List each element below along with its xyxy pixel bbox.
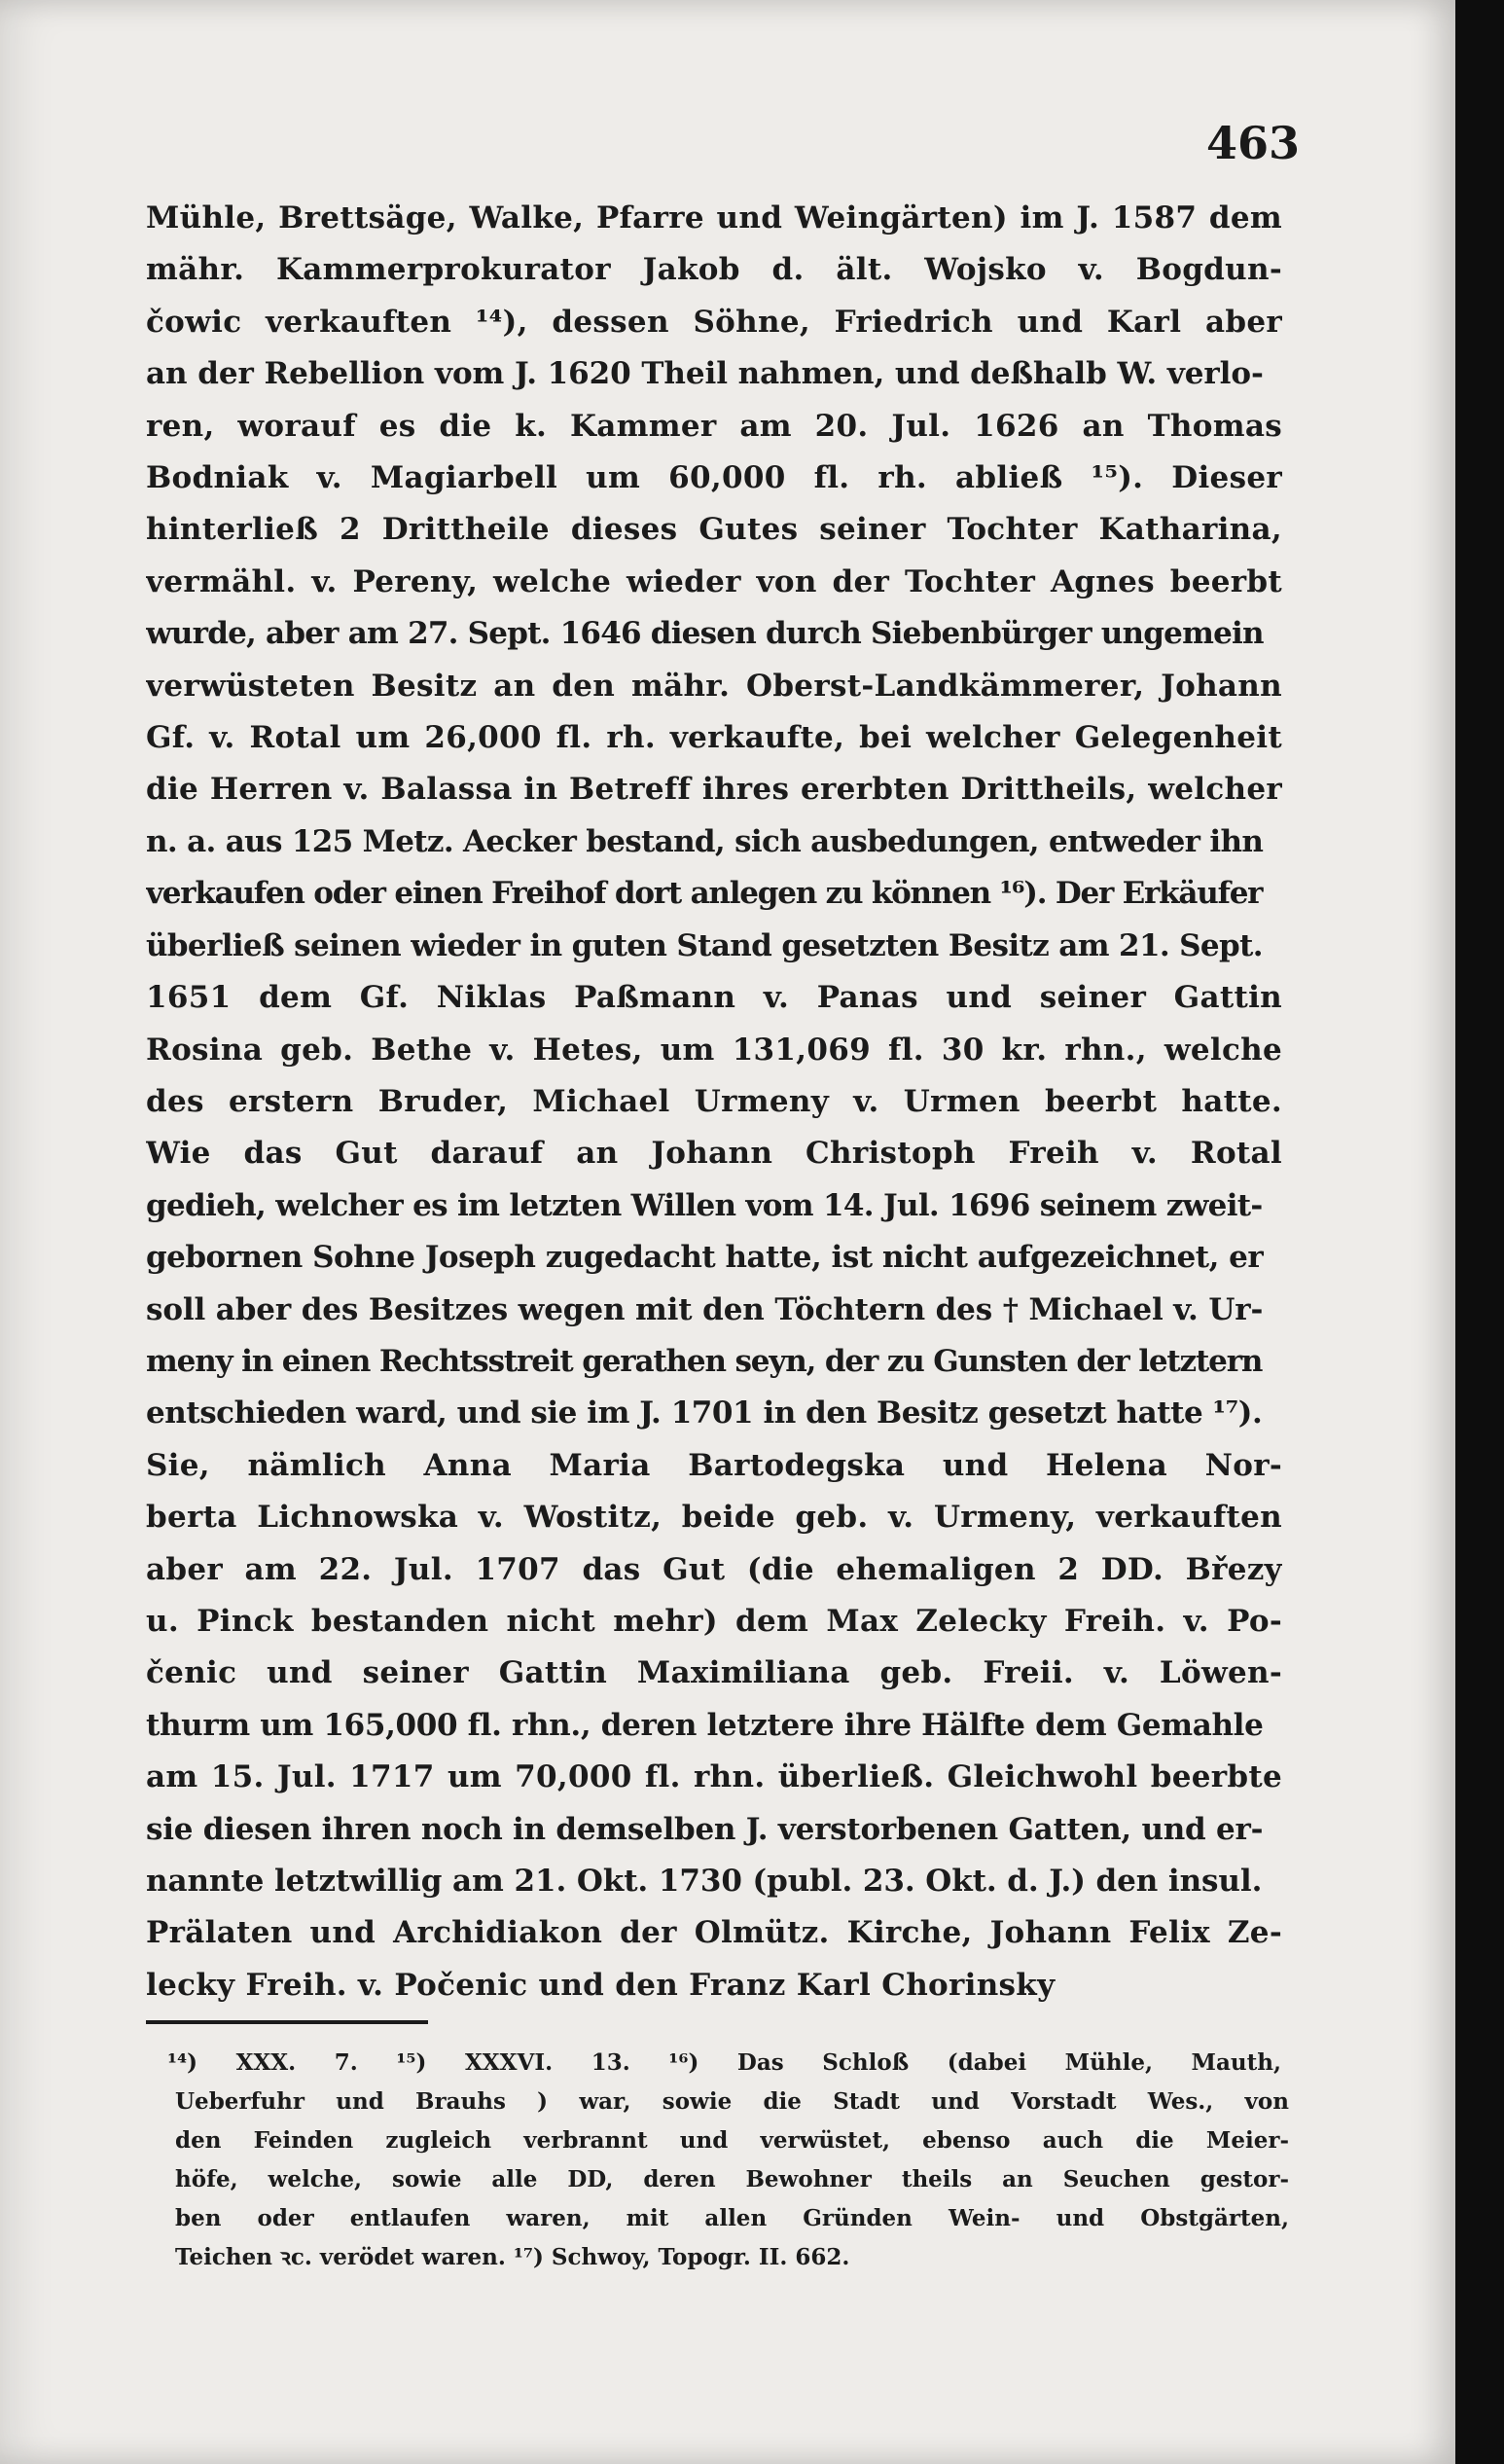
body-line: soll aber des Besitzes wegen mit den Töchtern des † Michael v. Ur- bbox=[146, 1291, 1264, 1327]
body-line: čenic und seiner Gattin Maximiliana geb. Freii. v. Löwen- bbox=[146, 1655, 1282, 1691]
page-number: 463 bbox=[1206, 117, 1301, 169]
body-line: verwüsteten Besitz an den mähr. Oberst-Landkämmerer, Johann bbox=[146, 668, 1282, 704]
scan-edge bbox=[1455, 0, 1504, 2464]
body-line: Sie, nämlich Anna Maria Bartodegska und Helena Nor- bbox=[146, 1447, 1282, 1483]
body-line: berta Lichnowska v. Wostitz, beide geb. v. Urmeny, verkauften bbox=[146, 1500, 1282, 1536]
body-line: Rosina geb. Bethe v. Hetes, um 131,069 fl. 30 kr. rhn., welche bbox=[146, 1032, 1282, 1068]
footnote-line: ben oder entlaufen waren, mit allen Gründen Wein- und Obstgärten, bbox=[175, 2205, 1289, 2231]
body-line: wurde, aber am 27. Sept. 1646 diesen durch Siebenbürger ungemein bbox=[146, 616, 1264, 652]
footnote-rule bbox=[146, 2020, 428, 2024]
body-line: sie diesen ihren noch in demselben J. verstorbenen Gatten, und er- bbox=[146, 1811, 1264, 1847]
body-line: nannte letztwillig am 21. Okt. 1730 (publ. 23. Okt. d. J.) den insul. bbox=[146, 1864, 1263, 1899]
body-line: gebornen Sohne Joseph zugedacht hatte, ist nicht aufgezeichnet, er bbox=[146, 1240, 1264, 1276]
body-line: aber am 22. Jul. 1707 das Gut (die ehemaligen 2 DD. Březy bbox=[146, 1551, 1282, 1587]
body-line: u. Pinck bestanden nicht mehr) dem Max Zelecky Freih. v. Po- bbox=[146, 1603, 1282, 1639]
body-line: die Herren v. Balassa in Betreff ihres ererbten Drittheils, welcher bbox=[146, 772, 1282, 808]
body-line: ren, worauf es die k. Kammer am 20. Jul. 1626 an Thomas bbox=[146, 408, 1282, 444]
body-line: Bodniak v. Magiarbell um 60,000 fl. rh. abließ ¹⁵). Dieser bbox=[146, 460, 1282, 496]
body-line: lecky Freih. v. Počenic und den Franz Karl Chorinsky bbox=[146, 1967, 1056, 2003]
body-line: n. a. aus 125 Metz. Aecker bestand, sich ausbedungen, entweder ihn bbox=[146, 823, 1264, 859]
footnotes bbox=[167, 2044, 1289, 2277]
body-line: thurm um 165,000 fl. rhn., deren letztere ihre Hälfte dem Gemahle bbox=[146, 1707, 1264, 1743]
body-line: čowic verkauften ¹⁴), dessen Söhne, Friedrich und Karl aber bbox=[146, 304, 1282, 340]
body-line: Gf. v. Rotal um 26,000 fl. rh. verkaufte, bei welcher Gelegenheit bbox=[146, 720, 1282, 756]
footnote-line: Teichen ꝛc. verödet waren. ¹⁷) Schwoy, Topogr. II. 662. bbox=[175, 2244, 850, 2270]
body-line: 1651 dem Gf. Niklas Paßmann v. Panas und seiner Gattin bbox=[146, 980, 1282, 1016]
body-line: entschieden ward, und sie im J. 1701 in den Besitz gesetzt hatte ¹⁷). bbox=[146, 1395, 1263, 1431]
body-line: Prälaten und Archidiakon der Olmütz. Kirche, Johann Felix Ze- bbox=[146, 1915, 1282, 1951]
body-line: mähr. Kammerprokurator Jakob d. ält. Wojsko v. Bogdun- bbox=[146, 252, 1282, 288]
body-line: Wie das Gut darauf an Johann Christoph Freih v. Rotal bbox=[146, 1136, 1282, 1172]
footnote-line: höfe, welche, sowie alle DD, deren Bewohner theils an Seuchen gestor- bbox=[175, 2166, 1289, 2192]
body-text bbox=[146, 193, 1282, 2011]
body-line: vermähl. v. Pereny, welche wieder von der Tochter Agnes beerbt bbox=[146, 563, 1282, 599]
footnote-line: Ueberfuhr und Brauhs ) war, sowie die Stadt und Vorstadt Wes., von bbox=[175, 2088, 1289, 2115]
footnote-line: ¹⁴) XXX. 7. ¹⁵) XXXVI. 13. ¹⁶) Das Schloß (dabei Mühle, Mauth, bbox=[167, 2049, 1281, 2076]
footnote-line: den Feinden zugleich verbrannt und verwüstet, ebenso auch die Meier- bbox=[175, 2127, 1289, 2154]
body-line: meny in einen Rechtsstreit gerathen seyn, der zu Gunsten der letztern bbox=[146, 1343, 1263, 1379]
body-line: verkaufen oder einen Freihof dort anlegen zu können ¹⁶). Der Erkäufer bbox=[146, 876, 1263, 912]
body-line: des erstern Bruder, Michael Urmeny v. Urmen beerbt hatte. bbox=[146, 1083, 1282, 1119]
body-line: überließ seinen wieder in guten Stand gesetzten Besitz am 21. Sept. bbox=[146, 927, 1263, 963]
body-line: gedieh, welcher es im letzten Willen vom 14. Jul. 1696 seinem zweit- bbox=[146, 1187, 1263, 1223]
body-line: am 15. Jul. 1717 um 70,000 fl. rhn. überließ. Gleichwohl beerbte bbox=[146, 1759, 1282, 1795]
body-line: hinterließ 2 Drittheile dieses Gutes seiner Tochter Katharina, bbox=[146, 512, 1282, 548]
body-line: Mühle, Brettsäge, Walke, Pfarre und Weingärten) im J. 1587 dem bbox=[146, 200, 1282, 236]
body-line: an der Rebellion vom J. 1620 Theil nahmen, und deßhalb W. verlo- bbox=[146, 356, 1264, 392]
